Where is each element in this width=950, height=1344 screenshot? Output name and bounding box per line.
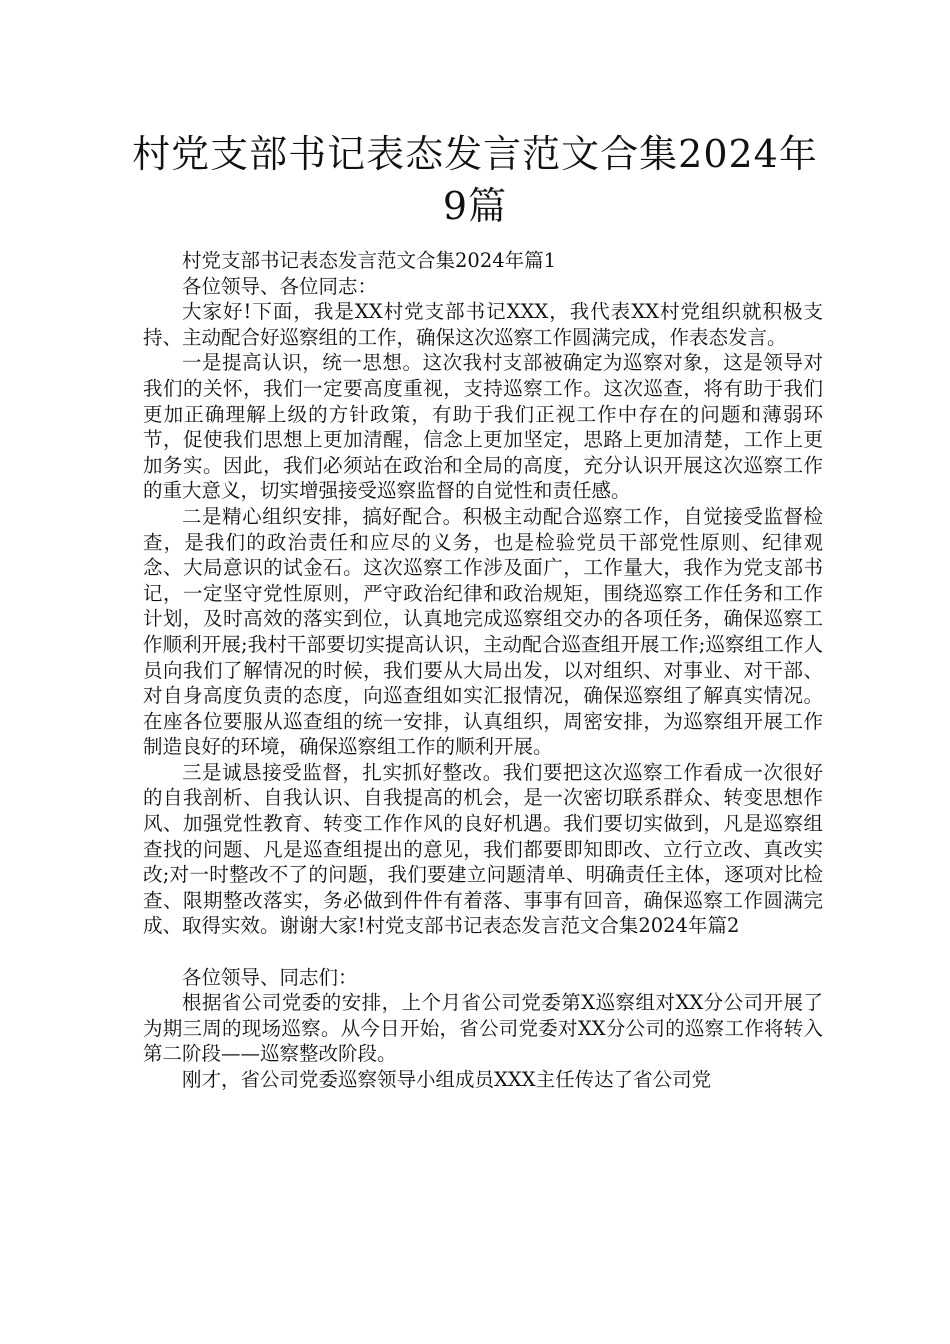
- document-title: 村党支部书记表态发言范文合集2024年9篇: [132, 132, 818, 228]
- paragraph: 二是精心组织安排，搞好配合。积极主动配合巡察工作，自觉接受监督检查，是我们的政治责任和应尽的义务，也是检验党员干部党性原则、纪律观念、大局意识的试金石。这次巡察工作涉及面广，工作量大，我作为党支部书记，一定坚守党性原则，严守政治纪律和政治规矩，围绕巡察工作任务和工作计划，及时高效的落实到位，认真地完成巡察组交办的各项任务，确保巡察工作顺利开展;我村干部要切实提高认识，主动配合巡查组开展工作;巡察组工作人员向我们了解情况的时候，我们要从大局出发，以对组织、对事业、对干部、对自身高度负责的态度，向巡查组如实汇报情况，确保巡察组了解真实情况。在座各位要服从巡查组的统一安排，认真组织，周密安排，为巡察组开展工作制造良好的环境，确保巡察组工作的顺利开展。: [143, 504, 823, 759]
- paragraph: 大家好!下面，我是XX村党支部书记XXX，我代表XX村党组织就积极支持、主动配合好巡察组的工作，确保这次巡察工作圆满完成，作表态发言。: [143, 300, 823, 349]
- paragraph: 刚才，省公司党委巡察领导小组成员XXX主任传达了省公司党: [182, 1068, 712, 1091]
- document-body: [143, 248, 823, 1093]
- paragraph: 三是诚恳接受监督，扎实抓好整改。我们要把这次巡察工作看成一次很好的自我剖析、自我认识、自我提高的机会，是一次密切联系群众、转变思想作风、加强党性教育、转变工作作风的良好机遇。我们要切实做到，凡是巡察组查找的问题、凡是巡查组提出的意见，我们都要即知即改、立行立改、真改实改;对一时整改不了的问题，我们要建立问题清单、明确责任主体，逐项对比检查、限期整改落实，务必做到件件有着落、事事有回音，确保巡察工作圆满完成、取得实效。谢谢大家!村党支部书记表态发言范文合集2024年篇2: [143, 760, 823, 938]
- salutation: 各位领导、各位同志：: [182, 274, 378, 298]
- salutation: 各位领导、同志们：: [182, 965, 358, 989]
- paragraph: 一是提高认识，统一思想。这次我村支部被确定为巡察对象，这是领导对我们的关怀，我们一定要高度重视，支持巡察工作。这次巡查，将有助于我们更加正确理解上级的方针政策，有助于我们正视工作中存在的问题和薄弱环节，促使我们思想上更加清醒，信念上更加坚定，思路上更加清楚，工作上更加务实。因此，我们必须站在政治和全局的高度，充分认识开展这次巡察工作的重大意义，切实增强接受巡察监督的自觉性和责任感。: [143, 351, 823, 503]
- paragraph-gap: [143, 939, 823, 965]
- section-heading: 村党支部书记表态发言范文合集2024年篇1: [182, 249, 557, 272]
- paragraph: 根据省公司党委的安排，上个月省公司党委第X巡察组对XX分公司开展了为期三周的现场巡察。从今日开始，省公司党委对XX分公司的巡察工作将转入第二阶段——巡察整改阶段。: [143, 991, 823, 1066]
